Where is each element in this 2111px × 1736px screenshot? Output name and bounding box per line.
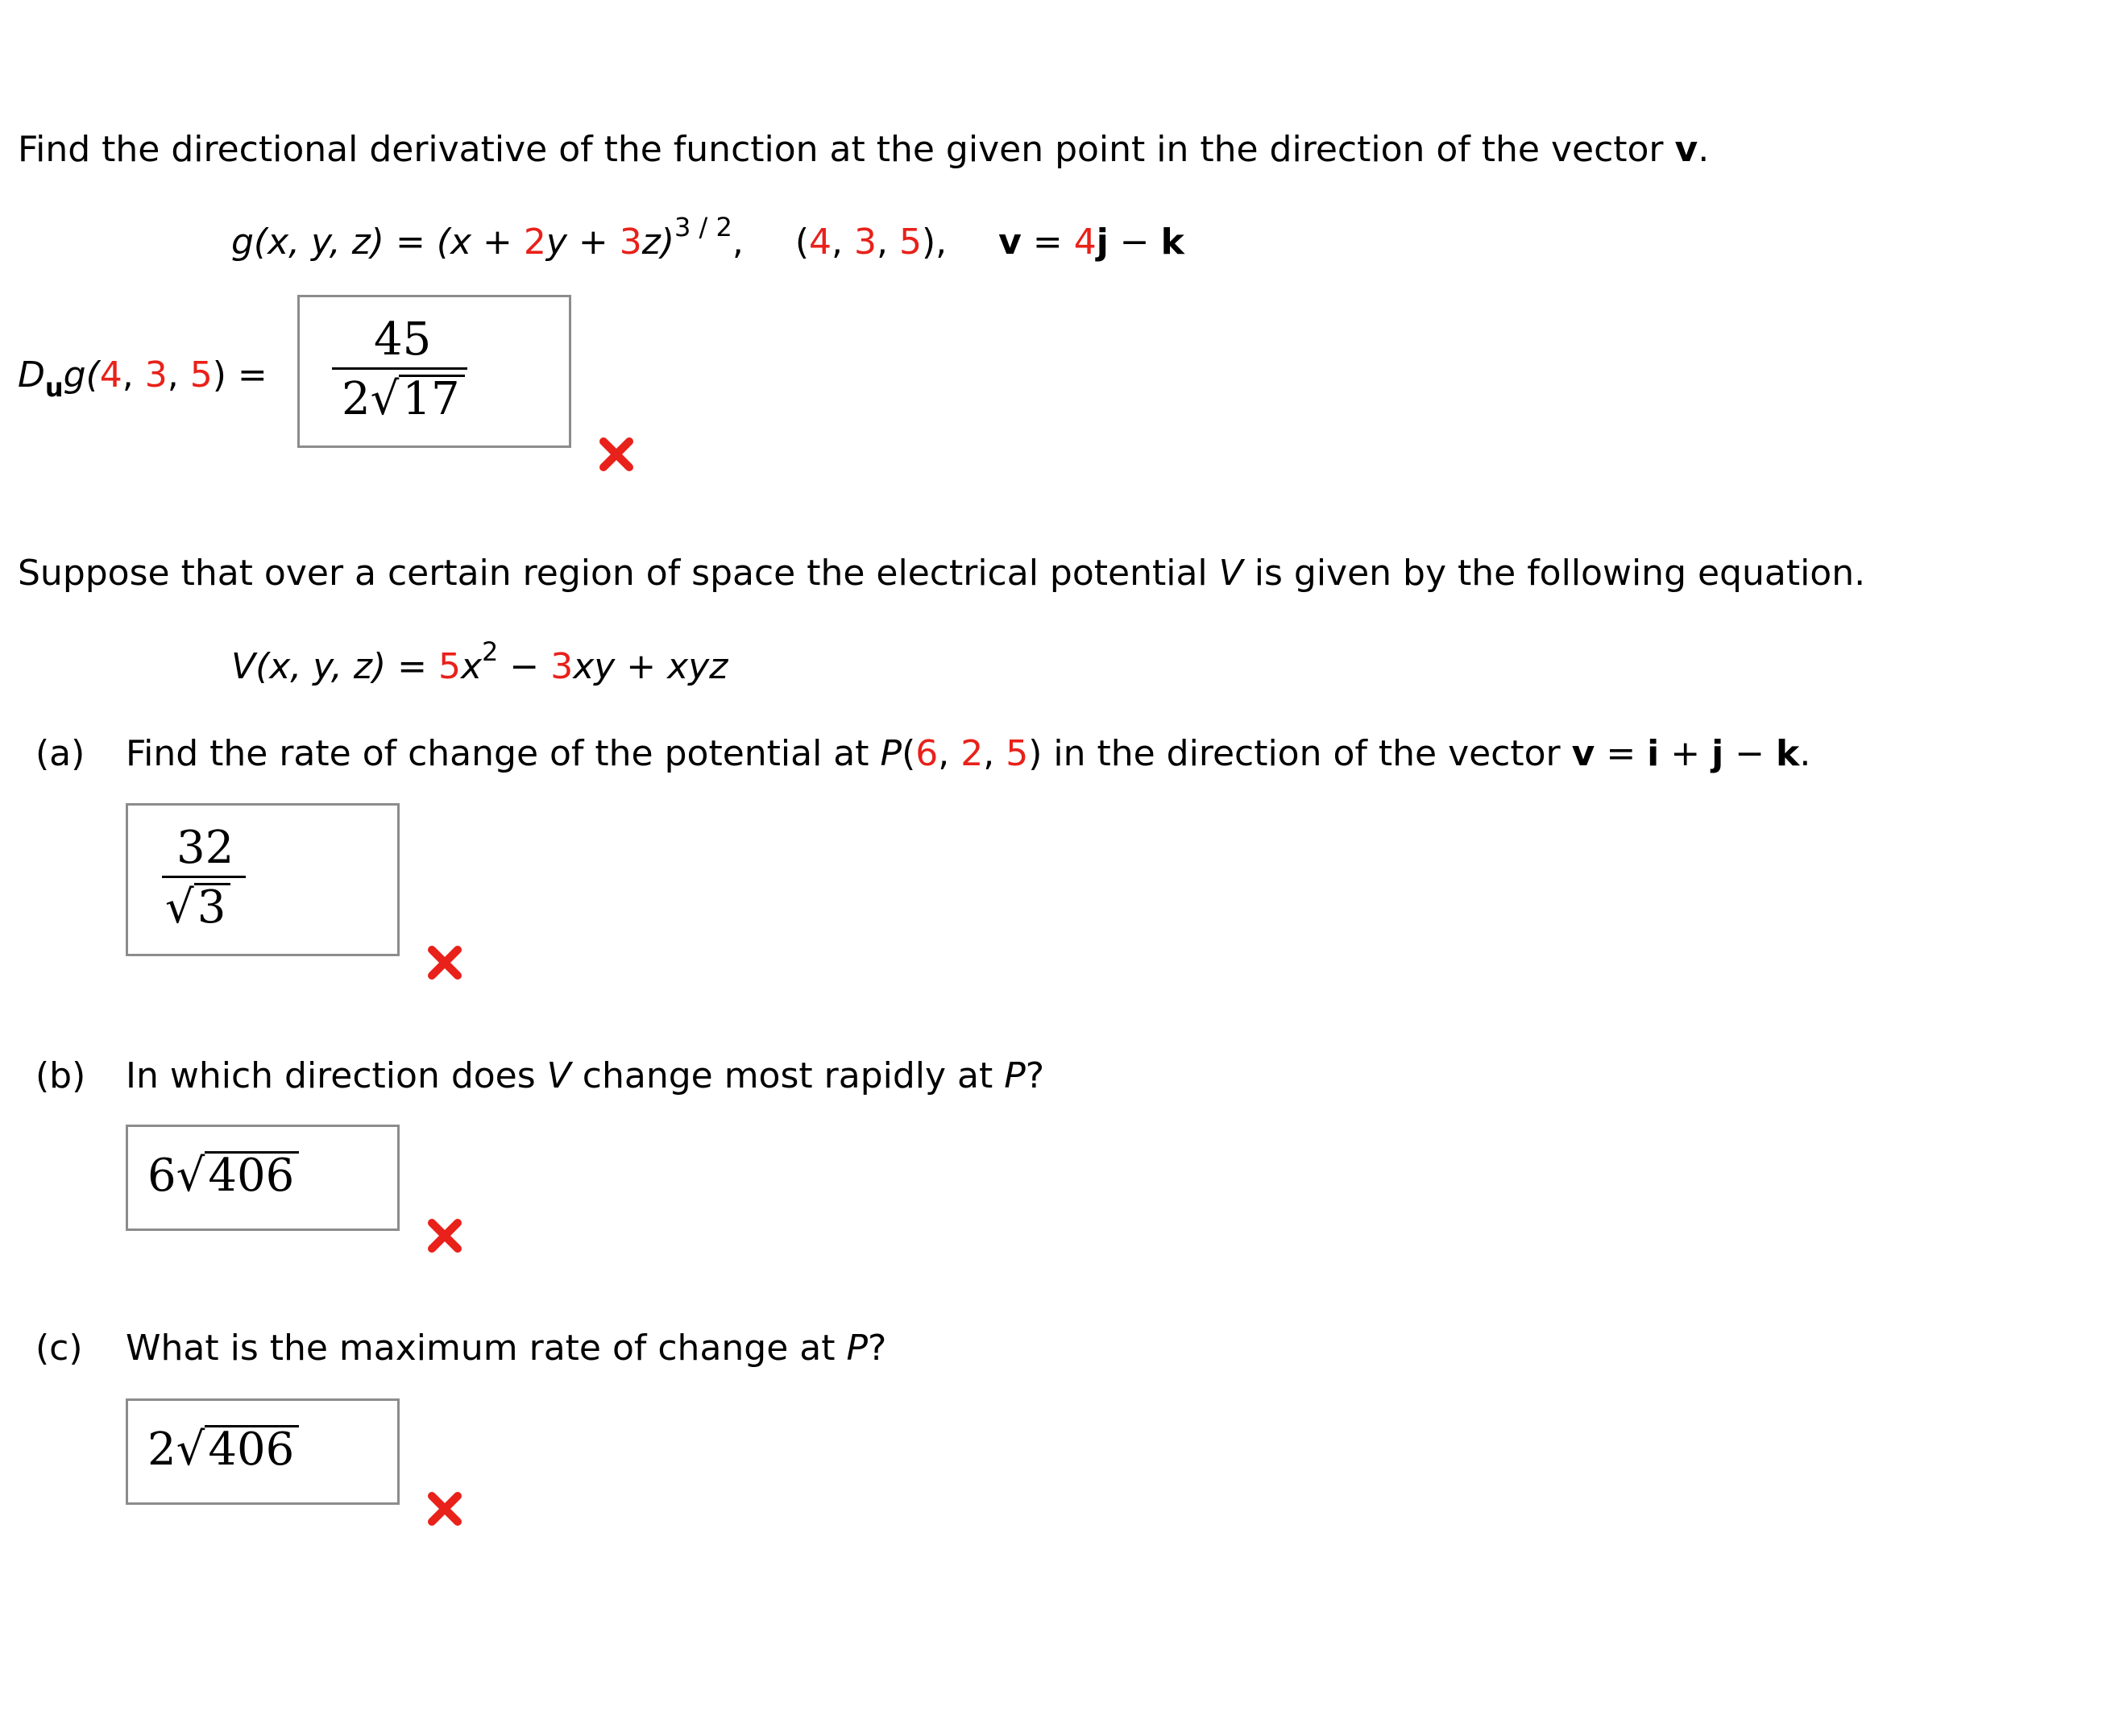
part-a-answer-fraction xyxy=(162,806,323,959)
sqrt-symbol: √ xyxy=(176,1150,205,1202)
x-mark-icon xyxy=(427,1491,462,1527)
problem1-answer-box[interactable] xyxy=(297,295,571,448)
part-b-question: In which direction does V change most rapidly at P? xyxy=(126,1055,1045,1096)
part-a-question: Find the rate of change of the potential at P(6, 2, 5) in the direction of the vector v = i + j − k. xyxy=(126,733,1811,774)
fraction-bar xyxy=(332,367,467,370)
problem2-intro: Suppose that over a certain region of space the electrical potential V is given by the following equation. xyxy=(18,553,1866,594)
sqrt-symbol: √ xyxy=(370,373,400,425)
problem1-answer-fraction xyxy=(332,297,493,450)
fraction-denominator: 2√17 xyxy=(342,373,465,425)
fraction-bar xyxy=(162,876,246,878)
fraction-numerator: 45 xyxy=(374,313,432,366)
problem2-equation: V(x, y, $z) = 5x^2 - 3xy$ + xyz xyxy=(231,636,728,687)
problem1-prompt: Find the directional derivative of the function at the given point in the direction of the vector v. xyxy=(18,129,1710,170)
x-mark-icon xyxy=(427,945,462,980)
fraction-numerator: 32 xyxy=(176,822,234,874)
fraction-denominator: √3 xyxy=(165,881,230,934)
sqrt-symbol: √ xyxy=(165,881,194,934)
part-a-answer-box[interactable] xyxy=(126,803,400,956)
part-b-answer-value: 6√406 xyxy=(147,1150,299,1202)
part-c-answer-box[interactable] xyxy=(126,1398,400,1505)
part-c-label: (c) xyxy=(35,1328,83,1369)
x-mark-icon xyxy=(427,1218,462,1253)
part-c-answer-value: 2√406 xyxy=(147,1423,299,1476)
part-a-label: (a) xyxy=(35,733,85,774)
problem1-answer-label: $D_ug(4$, 3, 5) = xyxy=(18,354,268,403)
part-b-answer-box[interactable] xyxy=(126,1125,400,1231)
problem1-function: g(x, y, $z) = (x + 2y + 3z)^{3 / 2}$, (4, 3, 5), v = 4j − k xyxy=(231,212,1184,263)
part-c-question: What is the maximum rate of change at P? xyxy=(126,1328,887,1369)
part-b-label: (b) xyxy=(35,1055,86,1096)
sqrt-symbol: √ xyxy=(176,1423,205,1476)
x-mark-icon xyxy=(599,437,634,472)
vector-v: v xyxy=(1674,129,1698,170)
